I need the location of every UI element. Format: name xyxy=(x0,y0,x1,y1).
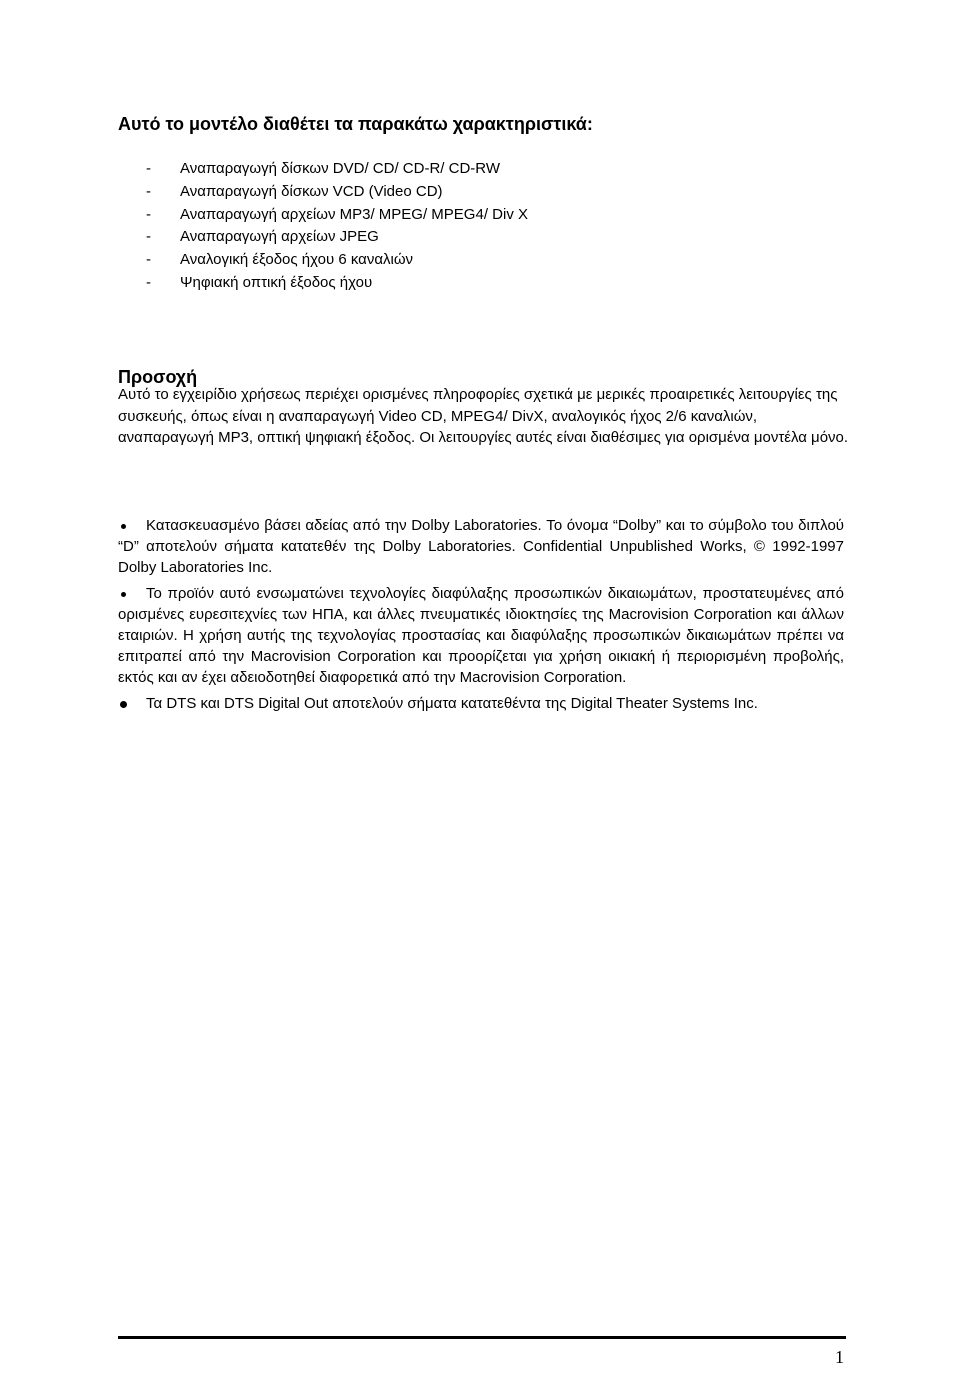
feature-text: Αναπαραγωγή αρχείων JPEG xyxy=(180,228,379,246)
feature-text: Αναπαραγωγή αρχείων MP3/ MPEG/ MPEG4/ Div X xyxy=(180,205,528,223)
feature-text: Ψηφιακή οπτική έξοδος ήχου xyxy=(180,273,373,291)
feature-text: Αναπαραγωγή δίσκων DVD/ CD/ CD-R/ CD-RW xyxy=(180,160,500,177)
dash-marker: - xyxy=(146,273,151,291)
footer-divider xyxy=(118,1336,846,1339)
bullet-icon xyxy=(121,592,126,597)
caution-heading: Προσοχή xyxy=(118,367,198,387)
dash-marker: - xyxy=(146,251,151,269)
notice-text: Το προϊόν αυτό ενσωματώνει τεχνολογίες διαφύλαξης προσωπικών δικαιωμάτων, προστατευμένες από ορισμένες ευρεσιτεχνίες των ΗΠΑ, και άλλες πνευματικές ιδιοκτησίες της Macrovision Corporation και άλλων εταιριών. Η χρήση αυτής της τεχνολογίας προστασίας και διαφύλαξης προσωπικών δικαιωμάτων πρέπει να επιτραπεί από την Macrovision Corporation και προορίζεται για χρήση οικιακή ή περιορισμένη προβολής, εκτός και αν έχει αδειοδοτηθεί διαφορετικά από την Macrovision Corporation. xyxy=(118,585,844,686)
features-heading: Αυτό το μοντέλο διαθέτει τα παρακάτω χαρακτηριστικά: xyxy=(118,114,593,134)
list-item xyxy=(146,204,846,227)
list-item xyxy=(146,158,846,181)
list-item xyxy=(146,249,846,272)
notice-text: Κατασκευασμένο βάσει αδείας από την Dolby Laboratories. Το όνομα “Dolby” και το σύμβολο του διπλού “D” αποτελούν σήματα κατατεθέν της Dolby Laboratories. Confidential Unpublished Works, © 1992-1997 Dolby Laboratories Inc. xyxy=(118,517,844,576)
list-item xyxy=(146,226,846,249)
notice-text: Τα DTS και DTS Digital Out αποτελούν σήματα κατατεθέντα της Digital Theater Systems Inc. xyxy=(146,695,758,713)
caution-paragraph: Αυτό το εγχειρίδιο χρήσεως περιέχει ορισμένες πληροφορίες σχετικά με μερικές προαιρετικές λειτουργίες της συσκευής, όπως είναι η αναπαραγωγή Video CD, MPEG4/ DivX, αναλογικός ήχος 2/6 καναλιών, αναπαραγωγή MP3, οπτική ψηφιακή έξοδος. Οι λειτουργίες αυτές είναι διαθέσιμες για ορισμένα μοντέλα μόνο. xyxy=(118,386,849,447)
page-number: 1 xyxy=(835,1347,844,1367)
feature-text: Αναλογική έξοδος ήχου 6 καναλιών xyxy=(180,251,414,269)
dash-marker: - xyxy=(146,182,151,200)
dash-marker: - xyxy=(146,205,151,223)
list-item xyxy=(146,181,846,204)
list-item xyxy=(118,584,844,688)
notice-list xyxy=(118,516,844,721)
dash-marker: - xyxy=(146,228,151,246)
dash-marker: - xyxy=(146,160,151,177)
feature-text: Αναπαραγωγή δίσκων VCD (Video CD) xyxy=(180,182,443,200)
feature-list xyxy=(146,158,846,295)
list-item xyxy=(146,272,846,295)
bullet-icon xyxy=(121,524,126,529)
bullet-icon xyxy=(120,701,127,708)
list-item xyxy=(118,516,844,578)
list-item xyxy=(118,694,844,715)
